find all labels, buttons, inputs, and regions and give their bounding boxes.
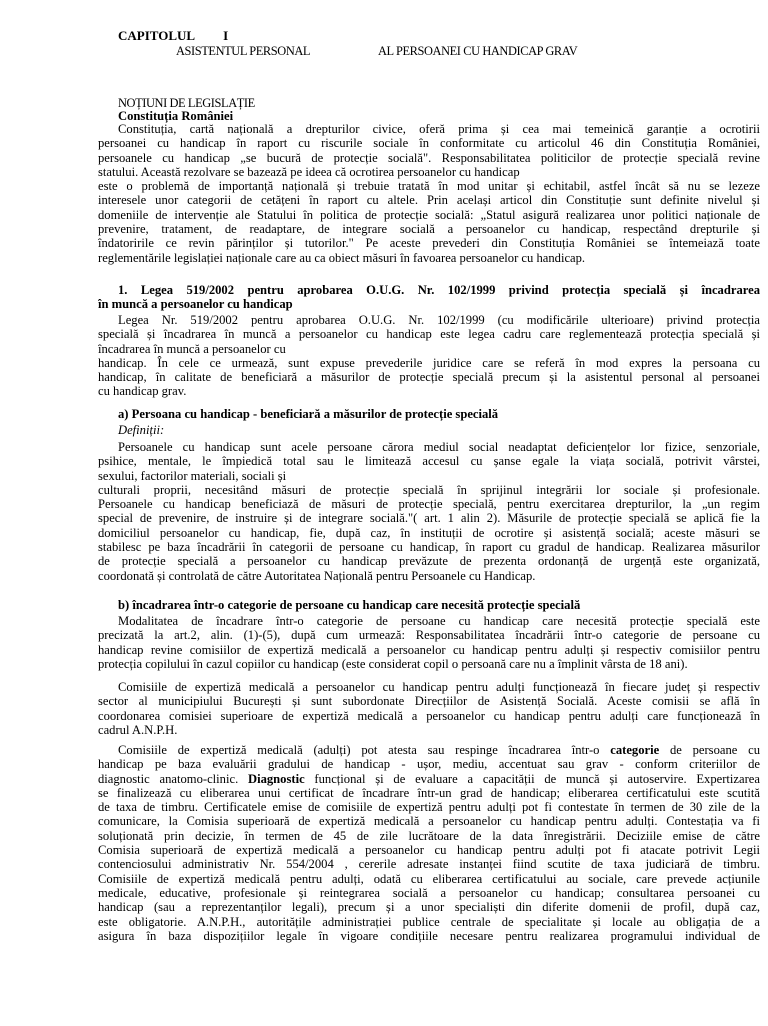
law-heading <box>98 283 760 312</box>
text-line: comunicare, la Comisia superioară de expertiză medicală a persoanelor cu handicap pentru adulți. Contestația va fi <box>98 814 760 829</box>
chapter-subtitle-right: AL PERSOANEI CU HANDICAP GRAV <box>378 44 578 58</box>
subsection-b-paragraph-2 <box>98 680 760 737</box>
section-title: NOȚIUNI DE LEGISLAȚIE <box>118 96 255 110</box>
text-line: Definiții: <box>118 423 165 437</box>
text-line: stabilesc pe baza încadrării în categorii de persoane cu handicap, în raport cu gradul de handicap. Realizarea măsurilor <box>98 540 760 555</box>
text-line: culturali proprii, necesitând măsuri de protecție specială în sprijinul integrării lor sociale și profesionale. <box>98 482 760 497</box>
text-line: prevenire, tratament, de readaptare, de integrare socială a persoanelor cu handicap, respectând drepturile și <box>98 222 760 237</box>
text-line: a) Persoana cu handicap - beneficiară a măsurilor de protecție specială <box>118 407 499 421</box>
text-line: persoanele cu handicap „se bucură de protecție socială". Responsabilitatea politicilor de protecție specială revine <box>98 150 760 165</box>
text-line: 1. Legea 519/2002 pentru aprobarea O.U.G. Nr. 102/1999 privind protecția specială și încadrarea <box>118 283 760 297</box>
text-line: precizată la art.2, alin. (1)-(5), după cum urmează: Responsabilitatea încadrării într-o categorie de persoane cu <box>98 628 760 643</box>
text-line: Constituția, cartă națională a drepturilor civice, oferă prima și cea mai temeinică garanție a ocrotirii <box>118 122 760 136</box>
text-line: soluționată prin decizie, în termen de 45 de zile lucrătoare de la data înregistrării. Deciziile emise de către <box>98 828 760 843</box>
text-line: reglementările legislației naționale care au ca obiect măsuri în favoarea persoanelor cu handicap. <box>98 250 586 265</box>
text-line: b) încadrarea într-o categorie de persoane cu handicap care necesită protecție specială <box>118 598 581 612</box>
bold-term-diagnostic: Diagnostic <box>247 771 305 786</box>
text-line: sector al municipiului București și sunt subordonate Direcțiilor de Asistență Socială. Aceste comisii se află în <box>98 694 760 709</box>
law-paragraph <box>98 313 760 399</box>
text-line: cu handicap grav. <box>98 384 187 399</box>
text-line: protecția copilului în cazul copiilor cu handicap (este considerat copil o persoană care nu a împlinit vârsta de 18 ani). <box>98 656 688 671</box>
bold-term-categorie: categorie <box>610 743 660 757</box>
cut-off-next-page-line <box>230 1016 760 1026</box>
text-segment: Comisiile de expertiză medicală (adulți) pot atesta sau respinge încadrarea într-o <box>118 743 611 757</box>
constitution-paragraph <box>98 122 760 265</box>
text-line: specială și încadrarea în muncă a persoanelor cu handicap este legea cadru care reglementează protecția specială și <box>98 327 760 342</box>
text-line: Modalitatea de încadrare într-o categorie de persoane cu handicap care necesită protecție specială este <box>118 614 760 628</box>
text-line: contenciosului administrativ Nr. 554/2004 , cererile adresate instanței fiind scutite de taxa judiciară de timbru. <box>98 857 760 872</box>
text-line: în muncă a persoanelor cu handicap <box>98 297 293 312</box>
text-line: domeniile de intervenție ale Statului în politica de protecție socială: „Statul asigură realizarea unor politici naționale de <box>98 207 760 222</box>
chapter-subtitle-left: ASISTENTUL PERSONAL <box>176 44 311 58</box>
text-line: Persoanele cu handicap beneficiază de măsuri de protecție specială, pentru exercitarea drepturilor, la „un regim <box>98 497 760 512</box>
chapter-number: I <box>223 28 229 43</box>
text-line: cadrul A.N.P.H. <box>98 722 178 737</box>
text-line: medicale, educative, profesionale și reintegrarea socială a persoanelor cu handicap; consultarea persoanei cu <box>98 885 760 900</box>
text-line: domiciliul persoanelor cu handicap, fie, după caz, în instituții de ocrotire și asistență socială; aceste măsuri se <box>98 525 760 540</box>
text-segment: de persoane cu <box>659 743 760 757</box>
chapter-label: CAPITOLUL <box>118 28 196 43</box>
text-line: de protecție specială a persoanelor cu handicap prevăzute de prezenta ordonanță de urgență este organizată, <box>98 554 760 569</box>
text-line: handicap (sau a reprezentanților legali), precum și a unor specialiști din diferite domenii de profil, după caz, <box>98 900 760 915</box>
text-line: se finalizează cu eliberarea unui certificat de încadrare într-un grad de handicap; eliberarea certificatului este scutită <box>98 785 760 800</box>
text-line: asigura în baza dispozițiilor legale în vigoare condițiile necesare pentru realizarea programului individual de <box>98 928 760 943</box>
text-line: special de prevenire, de instruire și de integrare socială."( art. 1 alin 2). Măsurile de protecție specială se aplică fie la <box>98 511 760 526</box>
text-line: de taxa de timbru. Certificatele emise de comisiile de expertiză pentru adulți pot fi contestate în termen de 30 zile de la <box>98 800 760 815</box>
text-line: handicap revine comisiilor de expertiză medicală a persoanelor cu handicap pentru adulți și respectiv comisiilor pentru <box>98 642 760 657</box>
subsection-a-paragraph <box>98 440 760 583</box>
text-line: Comisiile de expertiză medicală a persoanelor cu handicap pentru adulți funcționează în fiecare județ și respectiv <box>118 680 760 694</box>
chapter-heading <box>118 28 228 44</box>
text-line: sexului, factorilor materiali, sociali și <box>98 468 287 483</box>
text-line: coordonarea comisiei superioare de expertiză medicală a persoanelor cu handicap pentru adulți care funcționează în <box>98 708 760 723</box>
text-segment: diagnostic anatomo-clinic. <box>98 771 248 786</box>
text-line: statului. Această rezolvare se bazează pe ideea că ocrotirea persoanelor cu handicap <box>98 164 520 179</box>
text-line: Persoanele cu handicap sunt acele persoane cărora mediul social neadaptat deficiențelor lor fizice, senzoriale, <box>118 440 760 454</box>
text-line: încadrarea în muncă a persoanelor cu <box>98 341 286 356</box>
subsection-b-title <box>98 598 760 612</box>
constitution-title: Constituția României <box>118 109 234 123</box>
text-line: îndatoririle ce revin părinților și tutorilor." Pe aceste prevederi din Constituția României se întemeiază toate <box>98 236 760 251</box>
text-line: persoanei cu handicap în raport cu riscurile sociale în conformitate cu articolul 46 din Constituția României, <box>98 136 760 151</box>
text-line <box>98 743 760 757</box>
subsection-b-paragraph-3 <box>98 743 760 943</box>
subsection-a-title <box>98 407 760 421</box>
text-line: Comisiile de expertiză medicală pentru adulți, odată cu eliberarea certificatului au sociale, care prevede acțiunile <box>98 871 760 886</box>
subsection-b-paragraph-1 <box>98 614 760 671</box>
text-line: Comisia superioară de expertiză medicală a persoanelor cu handicap pentru adulți pot fi atacate potrivit Legii <box>98 843 760 858</box>
text-line: este o problemă de importanță națională și trebuie tratată în mod unitar și echitabil, astfel încât să nu se lezeze <box>98 179 760 194</box>
text-line: psihice, mentale, le împiedică total sau le limitează accesul cu șanse egale la viața socială, potrivit vârstei, <box>98 454 760 469</box>
text-line: coordonată și controlată de către Autoritatea Națională pentru Persoanele cu Handicap. <box>98 568 536 583</box>
text-line: handicap pe baza evaluării gradului de handicap - ușor, mediu, accentuat sau grav - conform criteriilor de <box>98 757 760 772</box>
text-line <box>98 772 760 786</box>
definitions-label <box>98 423 760 437</box>
text-line: Legea Nr. 519/2002 pentru aprobarea O.U.G. Nr. 102/1999 (cu modificările ulterioare) privind protecția <box>118 313 760 327</box>
text-segment: funcțional și de evaluare a capacității de muncă și autoservire. Expertizarea <box>304 771 760 786</box>
text-line: handicap. În cele ce urmează, sunt expuse prevederile juridice care se referă în mod expres la persoana cu <box>98 355 760 370</box>
text-line: interesele unor categorii de cetățeni în raport cu altele. Prin același articol din Constituție sunt definite nivelul și <box>98 193 760 208</box>
text-line: handicap, în calitate de beneficiară a măsurilor de protecție specială precum și la asistentul personal al persoanei <box>98 370 760 385</box>
text-line: este obligatorie. A.N.P.H., autoritățile administrației publice centrale de specialitate și locale au obligația de a <box>98 914 760 929</box>
